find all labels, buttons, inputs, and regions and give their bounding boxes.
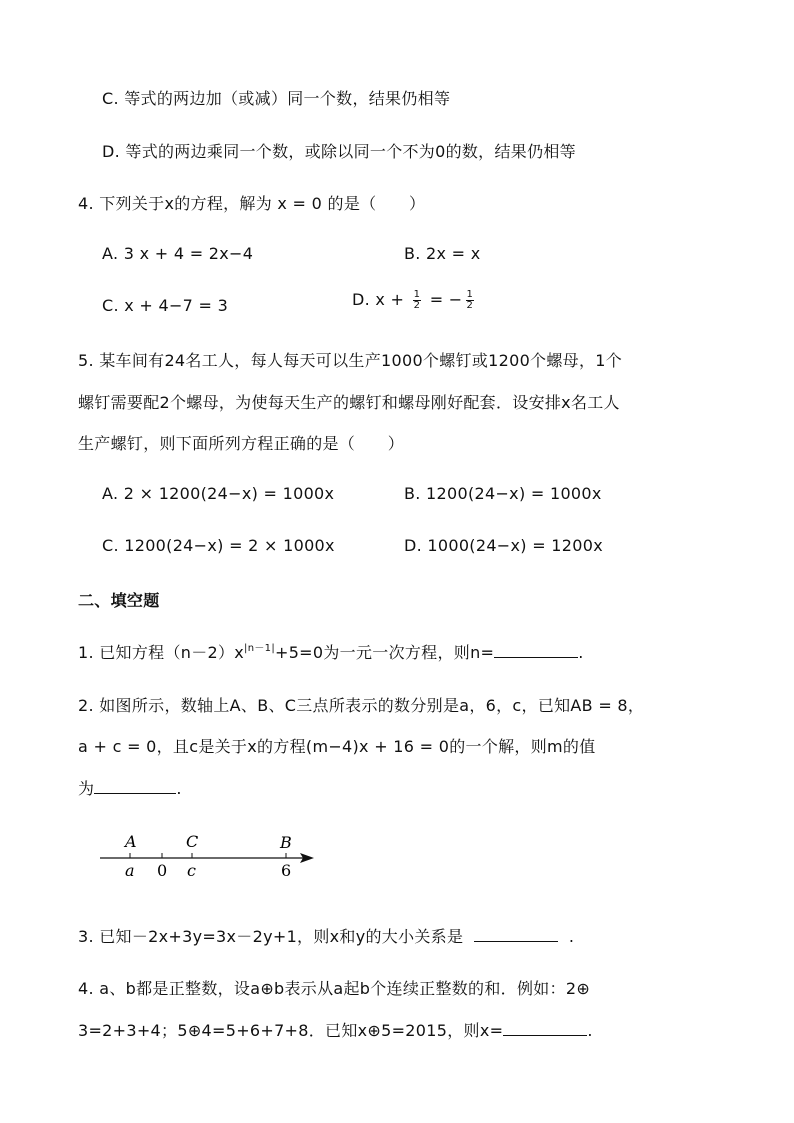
tick-c: c <box>187 861 196 880</box>
fill-question-4-line2: 3=2+3+4；5⊕4=5+6+7+8．已知x⊕5=2015，则x= . <box>78 1021 593 1040</box>
option-5d: D. 1000(24−x) = 1200x <box>404 536 603 555</box>
fraction-one-half: $\frac{1}{2}$ <box>413 289 421 311</box>
tick-6: 6 <box>281 861 292 880</box>
fill-question-1: 1. 已知方程$(n-2)x^{|n-1|}+5=0$为一元一次方程，则n= . <box>78 643 584 662</box>
option-4d-prefix: D. x + <box>352 290 405 309</box>
label-B: B <box>280 833 292 852</box>
option-4d <box>352 290 477 311</box>
answer-blank-3[interactable] <box>474 927 558 942</box>
option-5b: B. 1200(24−x) = 1000x <box>404 484 602 503</box>
number-line-figure <box>90 826 330 886</box>
exponent: |n－1| <box>244 643 275 654</box>
section-title-fill-in: 二、填空题 <box>78 591 160 610</box>
option-4d-mid: = − <box>429 290 463 309</box>
label-C: C <box>186 832 199 851</box>
question-5-line1: 5. 某车间有24名工人，每人每天可以生产1000个螺钉或1200个螺母，1个 <box>78 351 623 370</box>
fill-question-2-line3: 为 . <box>78 779 182 798</box>
option-5c: C. 1200(24−x) = 2 × 1000x <box>102 536 335 555</box>
option-4b: B. 2x = x <box>404 244 481 263</box>
fill-question-2-line1: 2. 如图所示，数轴上A、B、C三点所表示的数分别是a，6，c，已知AB = 8， <box>78 696 645 715</box>
question-4-stem: 4. 下列关于x的方程，解为 x = 0 的是（ ） <box>78 194 426 213</box>
answer-blank-1[interactable] <box>494 643 578 658</box>
fill-question-3: 3. 已知－2x+3y=3x－2y+1，则x和y的大小关系是 . <box>78 927 575 946</box>
option-4a: A. 3 x + 4 = 2x−4 <box>102 244 254 263</box>
fill-question-2-line2: a + c = 0，且c是关于x的方程(m−4)x + 16 = 0的一个解，则m的值 <box>78 737 596 756</box>
label-A: A <box>125 832 137 851</box>
answer-blank-2[interactable] <box>94 779 176 794</box>
fraction-one-half-2: $\frac{1}{2}$ <box>466 289 474 311</box>
option-5a: A. 2 × 1200(24−x) = 1000x <box>102 484 335 503</box>
answer-blank-4[interactable] <box>503 1021 587 1036</box>
tick-a: a <box>125 861 135 880</box>
question-5-line3: 生产螺钉，则下面所列方程正确的是（ ） <box>78 434 405 453</box>
fill-question-4-line1: 4. a、b都是正整数，设a⊕b表示从a起b个连续正整数的和．例如：2⊕ <box>78 979 591 998</box>
question-5-line2: 螺钉需要配2个螺母，为使每天生产的螺钉和螺母刚好配套．设安排x名工人 <box>78 393 620 412</box>
option-4c: C. x + 4−7 = 3 <box>102 296 229 315</box>
option-3d: D. 等式的两边乘同一个数，或除以同一个不为0的数，结果仍相等 <box>102 142 576 161</box>
option-3c: C. 等式的两边加（或减）同一个数，结果仍相等 <box>102 89 451 108</box>
tick-0: 0 <box>157 861 168 880</box>
